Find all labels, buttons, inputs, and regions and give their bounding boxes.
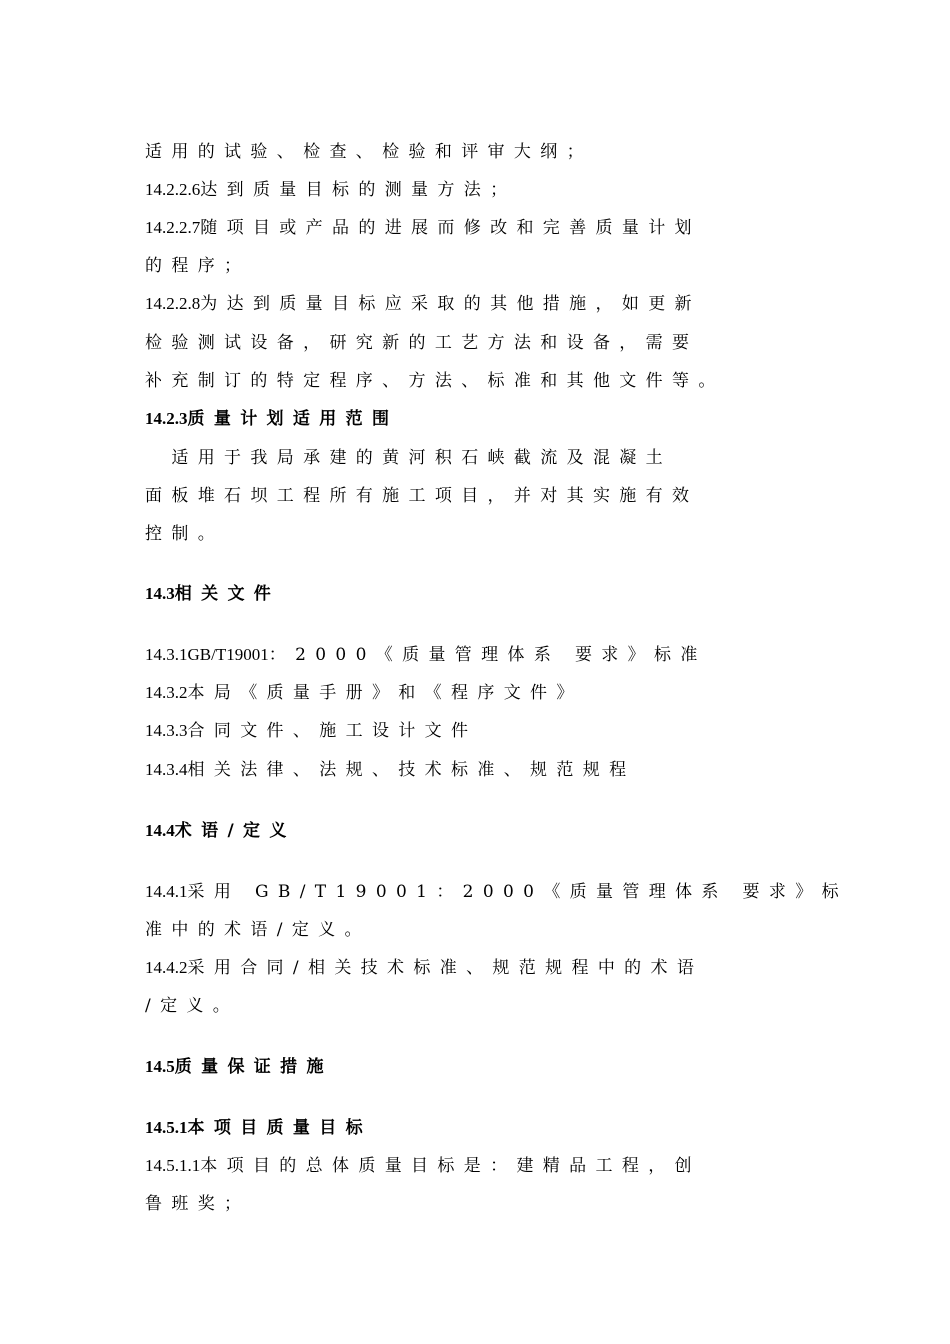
clause-text: 合同文件、施工设计文件 — [187, 721, 478, 741]
clause-text: 鲁班奖； — [145, 1194, 251, 1214]
clause-number: 14.2.2.8 — [145, 294, 201, 313]
clause-text: 补充制订的特定程序、方法、标准和其他文件等。 — [145, 371, 725, 391]
clause-text: 本局《质量手册》和《程序文件》 — [187, 683, 583, 703]
clause-text: 相关文件 — [174, 584, 281, 604]
clause-number: 14.5.1.1 — [145, 1156, 201, 1175]
clause-number: 14.2.3 — [145, 409, 188, 428]
clause-text: 适用的试验、检查、检验和评审大纲； — [145, 142, 593, 162]
clause-text: 的程序； — [145, 256, 251, 276]
text-line — [145, 643, 845, 667]
text-line — [145, 216, 845, 240]
text-line — [145, 956, 845, 980]
text-line — [145, 254, 845, 278]
section-heading — [145, 582, 845, 606]
clause-number: 14.3 — [145, 584, 175, 603]
clause-text: 术语/定义 — [174, 821, 296, 841]
clause-number: 14.2.2.7 — [145, 218, 201, 237]
clause-text: 本项目质量目标 — [187, 1118, 372, 1138]
clause-number: 14.5.1 — [145, 1118, 188, 1137]
clause-text: /定义。 — [145, 996, 240, 1016]
text-line — [145, 140, 845, 164]
text-line — [145, 522, 845, 546]
clause-number: 14.4 — [145, 821, 175, 840]
clause-number: 14.3.1GB/T19001 — [145, 645, 269, 664]
clause-number: 14.3.4 — [145, 760, 188, 779]
text-line — [145, 918, 845, 942]
text-line — [145, 880, 848, 904]
clause-text: 采用合同/相关技术标准、规范规程中的术语 — [187, 958, 704, 978]
clause-text: 相关法律、法规、技术标准、规范规程 — [187, 760, 636, 780]
text-line — [145, 331, 845, 355]
section-heading — [145, 819, 845, 843]
clause-number: 14.3.2 — [145, 683, 188, 702]
text-line — [145, 369, 845, 393]
clause-text: 质量计划适用范围 — [187, 409, 399, 429]
clause-text: 采用 GB/T19001：2000《质量管理体系 要求》标 — [187, 882, 848, 902]
section-heading — [145, 1116, 845, 1140]
text-line — [145, 681, 845, 705]
clause-number: 14.4.2 — [145, 958, 188, 977]
section-heading — [145, 407, 845, 431]
text-line — [145, 484, 845, 508]
clause-text: 质量保证措施 — [174, 1057, 333, 1077]
text-line — [145, 758, 845, 782]
clause-text: 检验测试设备，研究新的工艺方法和设备，需要 — [145, 333, 699, 353]
clause-number: 14.4.1 — [145, 882, 188, 901]
clause-number: 14.2.2.6 — [145, 180, 201, 199]
clause-number: 14.5 — [145, 1057, 175, 1076]
clause-text: 为达到质量目标应采取的其他措施，如更新 — [200, 294, 701, 314]
clause-text: 面板堆石坝工程所有施工项目，并对其实施有效 — [145, 486, 699, 506]
text-line — [145, 719, 845, 743]
text-line — [145, 446, 845, 470]
clause-text: ：2000《质量管理体系 要求》标准 — [268, 645, 707, 665]
clause-text: 准中的术语/定义。 — [145, 920, 371, 940]
clause-text: 控制。 — [145, 524, 225, 544]
text-line — [145, 1154, 845, 1178]
clause-text: 本项目的总体质量目标是：建精品工程，创 — [200, 1156, 701, 1176]
text-line — [145, 994, 845, 1018]
clause-text: 适用于我局承建的黄河积石峡截流及混凝土 — [145, 448, 672, 468]
text-line — [145, 1192, 845, 1216]
clause-text: 随项目或产品的进展而修改和完善质量计划 — [200, 218, 701, 238]
clause-text: 达到质量目标的测量方法； — [200, 180, 517, 200]
text-line — [145, 178, 845, 202]
text-line — [145, 292, 845, 316]
clause-number: 14.3.3 — [145, 721, 188, 740]
section-heading — [145, 1055, 845, 1079]
